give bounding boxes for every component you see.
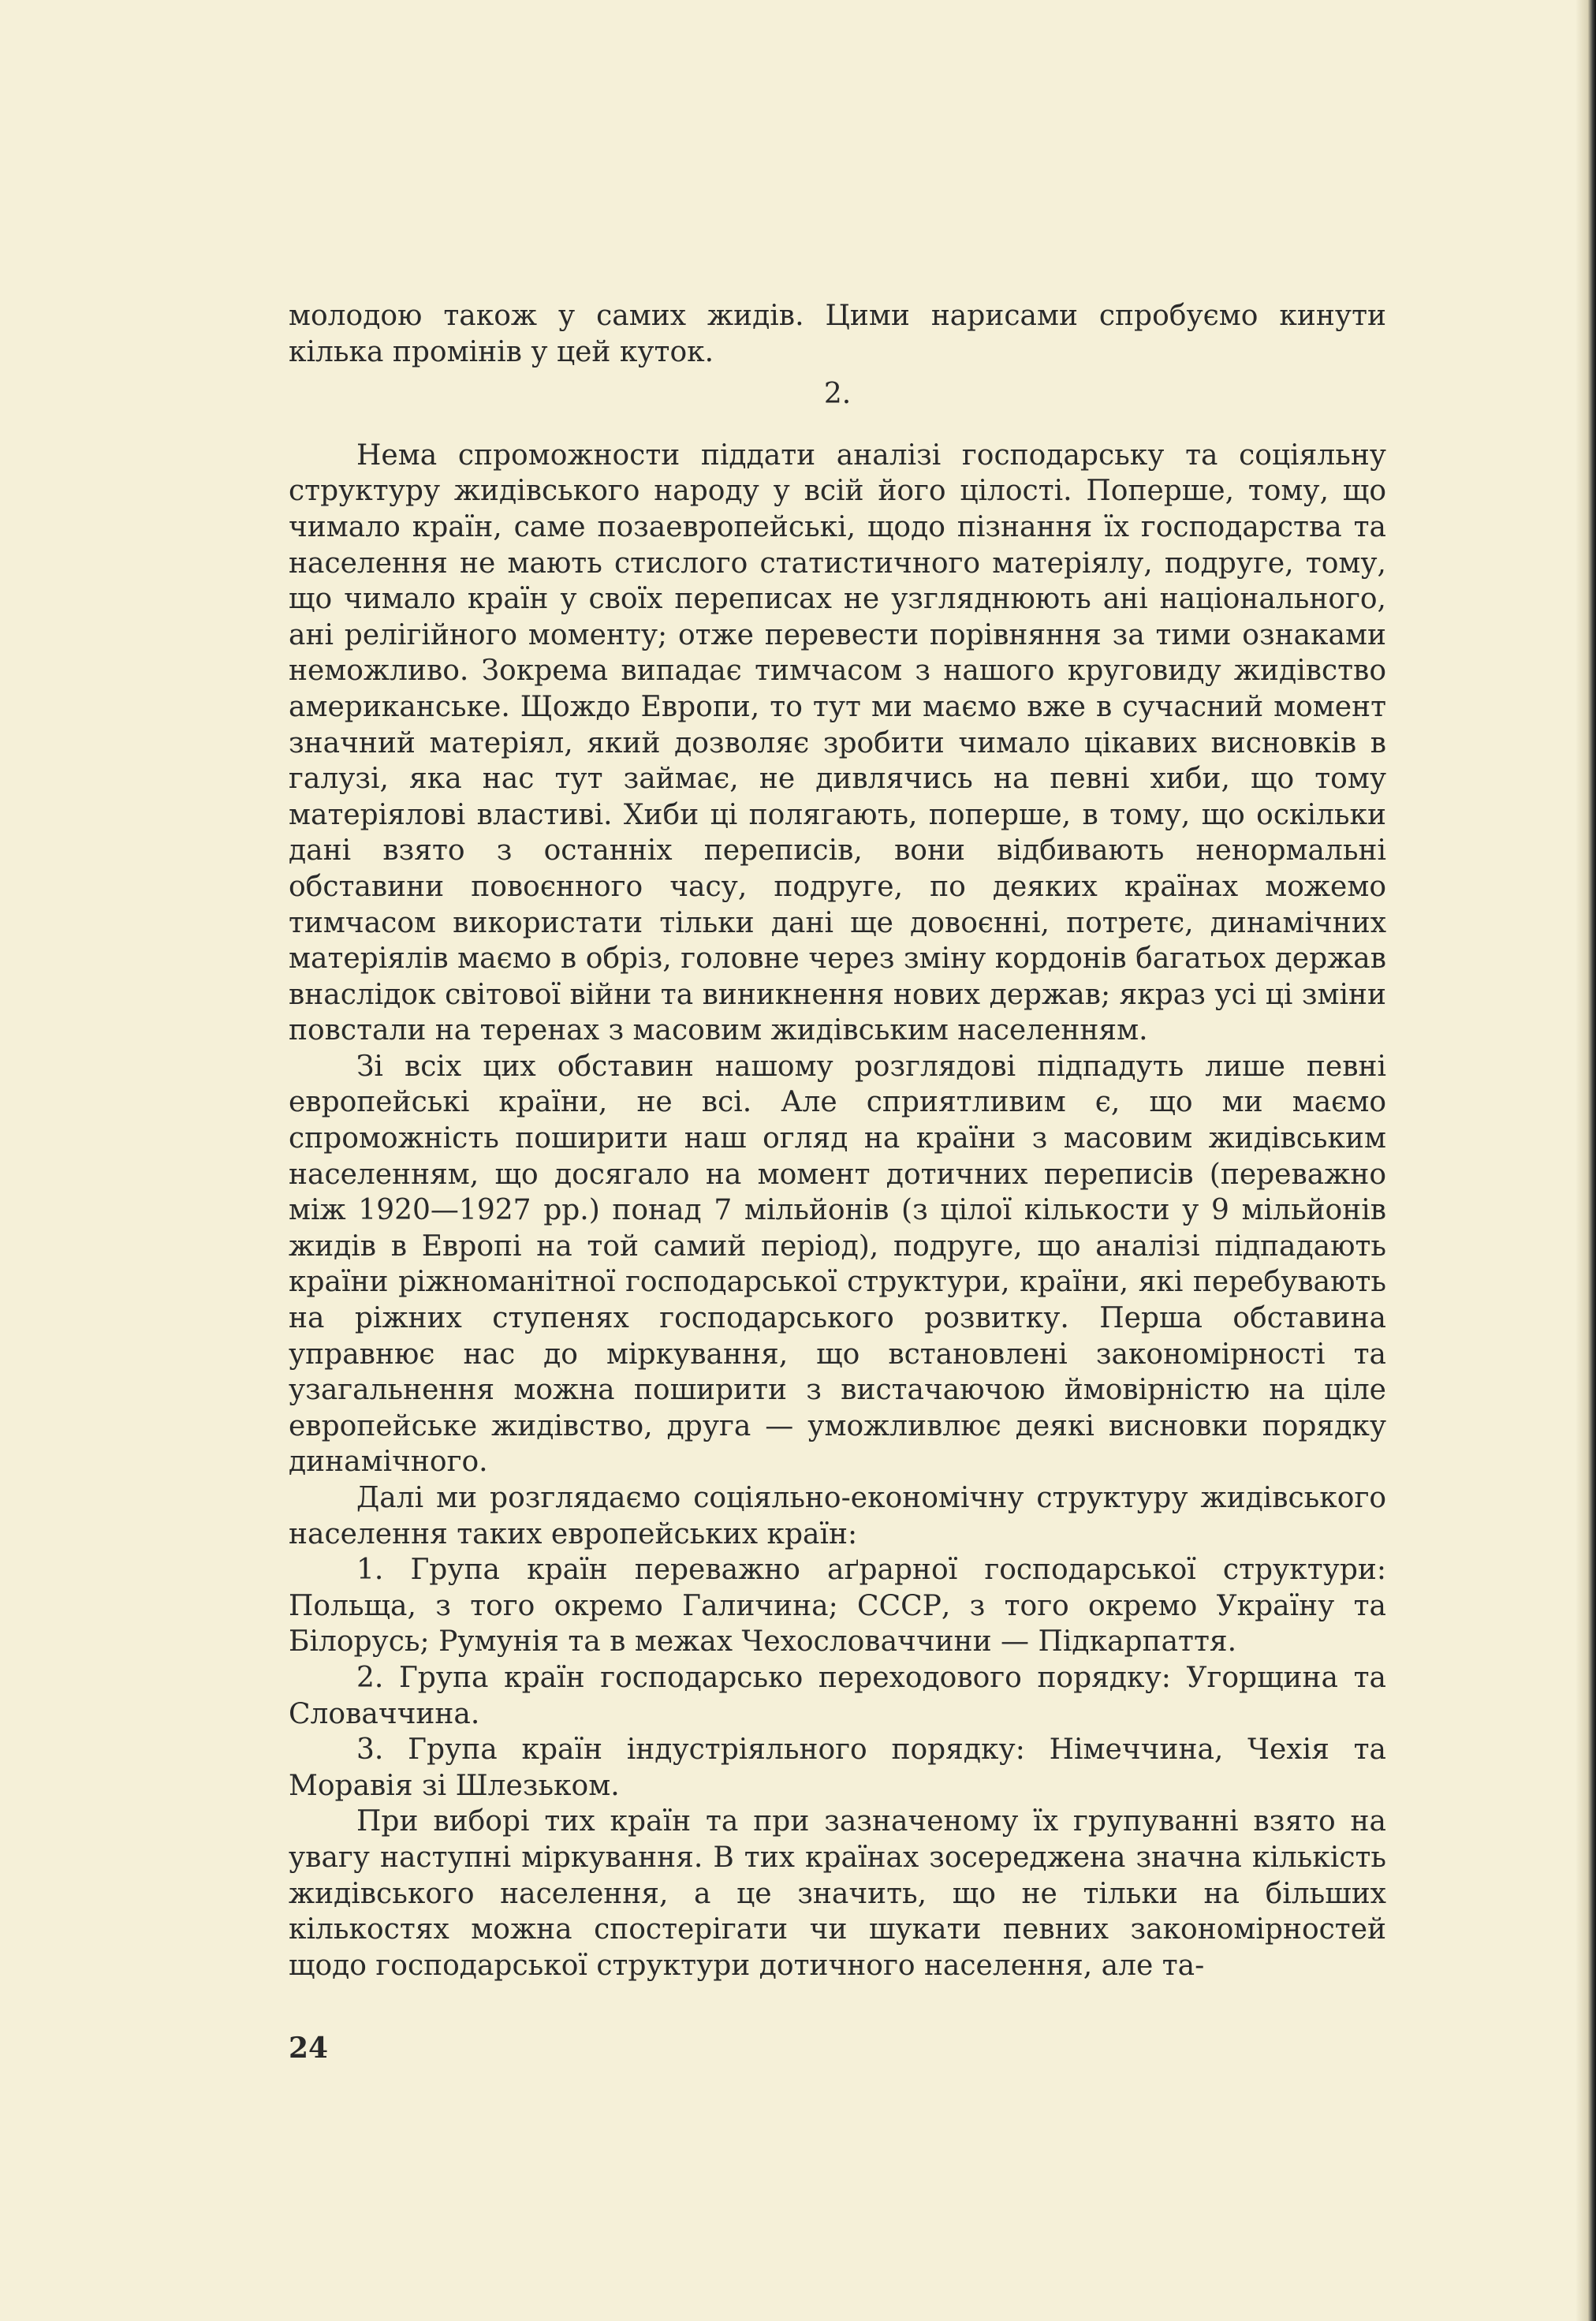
paragraph: Далі ми розглядаємо соціяльно-економічну структуру жидівського населення таких европейських країн:	[289, 1482, 1386, 1550]
paragraph: Зі всіх цих обставин нашому розглядові підпадуть лише певні европейські країни, не всі. Але сприятливим є, що ми маємо спроможність поширити наш огляд на країни з масовим жидівським населенням, що досягало на момент дотичних переписів (переважно між 1920—1927 рр.) понад 7 мільйонів (з цілої кількости у 9 мільйонів жидів в Европі на той самий період), подруге, що аналізі підпадають країни ріжноманітної господарської структури, країни, які перебувають на ріжних ступенях господарського розвитку. Перша обставина управнює нас до міркування, що встановлені закономірності та узагальнення можна поширити з вистачаючою ймовірністю на ціле европейське жидівство, друга — уможливлює деякі висновки порядку динамічного.	[289, 1050, 1386, 1479]
body-text	[289, 298, 1386, 1983]
list-item: 3. Група країн індустріяльного порядку: Німеччина, Чехія та Моравія зі Шлезьком.	[289, 1733, 1386, 1802]
paragraph: При виборі тих країн та при зазначеному їх групуванні взято на увагу наступні міркування. В тих країнах зосереджена значна кількість жидівського населення, а це значить, що не тільки на більших кількостях можна спостерігати чи шукати певних закономірностей щодо господарської структури дотичного населення, але та-	[289, 1805, 1386, 1982]
paragraph: Нема спроможности піддати аналізі господарську та соціяльну структуру жидівського народу у всій його цілості. Поперше, тому, що чимало країн, саме позаевропейські, щодо пізнання їх господарства та населення не мають стислого статистичного матеріялу, подруге, тому, що чимало країн у своїх переписах не узгляднюють ані національного, ані релігійного моменту; отже перевести порівняння за тими ознаками неможливо. Зокрема випадає тимчасом з нашого круговиду жидівство американське. Щождо Европи, то тут ми маємо вже в сучасний момент значний матеріял, який дозволяє зробити чимало цікавих висновків в галузі, яка нас тут займає, не дивлячись на певні хиби, що тому матеріялові властиві. Хиби ці полягають, поперше, в тому, що оскільки дані взято з останніх переписів, вони відбивають ненормальні обставини повоєнного часу, подруге, по деяких країнах можемо тимчасом використати тільки дані ще довоєнні, потретє, динамічних матеріялів маємо в обріз, головне через зміну кордонів багатьох держав внаслідок світової війни та виникнення нових держав; якраз усі ці зміни повстали на теренах з масовим жидівським населенням.	[289, 438, 1386, 1047]
section-number: 2.	[823, 378, 852, 411]
paragraph-continuation: молодою також у самих жидів. Цими нарисами спробуємо кинути кілька промінів у цей куток.	[289, 300, 1386, 368]
list-item: 2. Група країн господарсько переходового порядку: Угорщина та Словаччина.	[289, 1661, 1386, 1730]
list-item: 1. Група країн переважно аґрарної господарської структури: Польща, з того окремо Галичина; СССР, з того окремо Україну та Білорусь; Румунія та в межах Чехословаччини — Підкарпаття.	[289, 1554, 1386, 1659]
page-edge-shadow	[1575, 0, 1596, 2321]
page-number: 24	[289, 2032, 329, 2065]
